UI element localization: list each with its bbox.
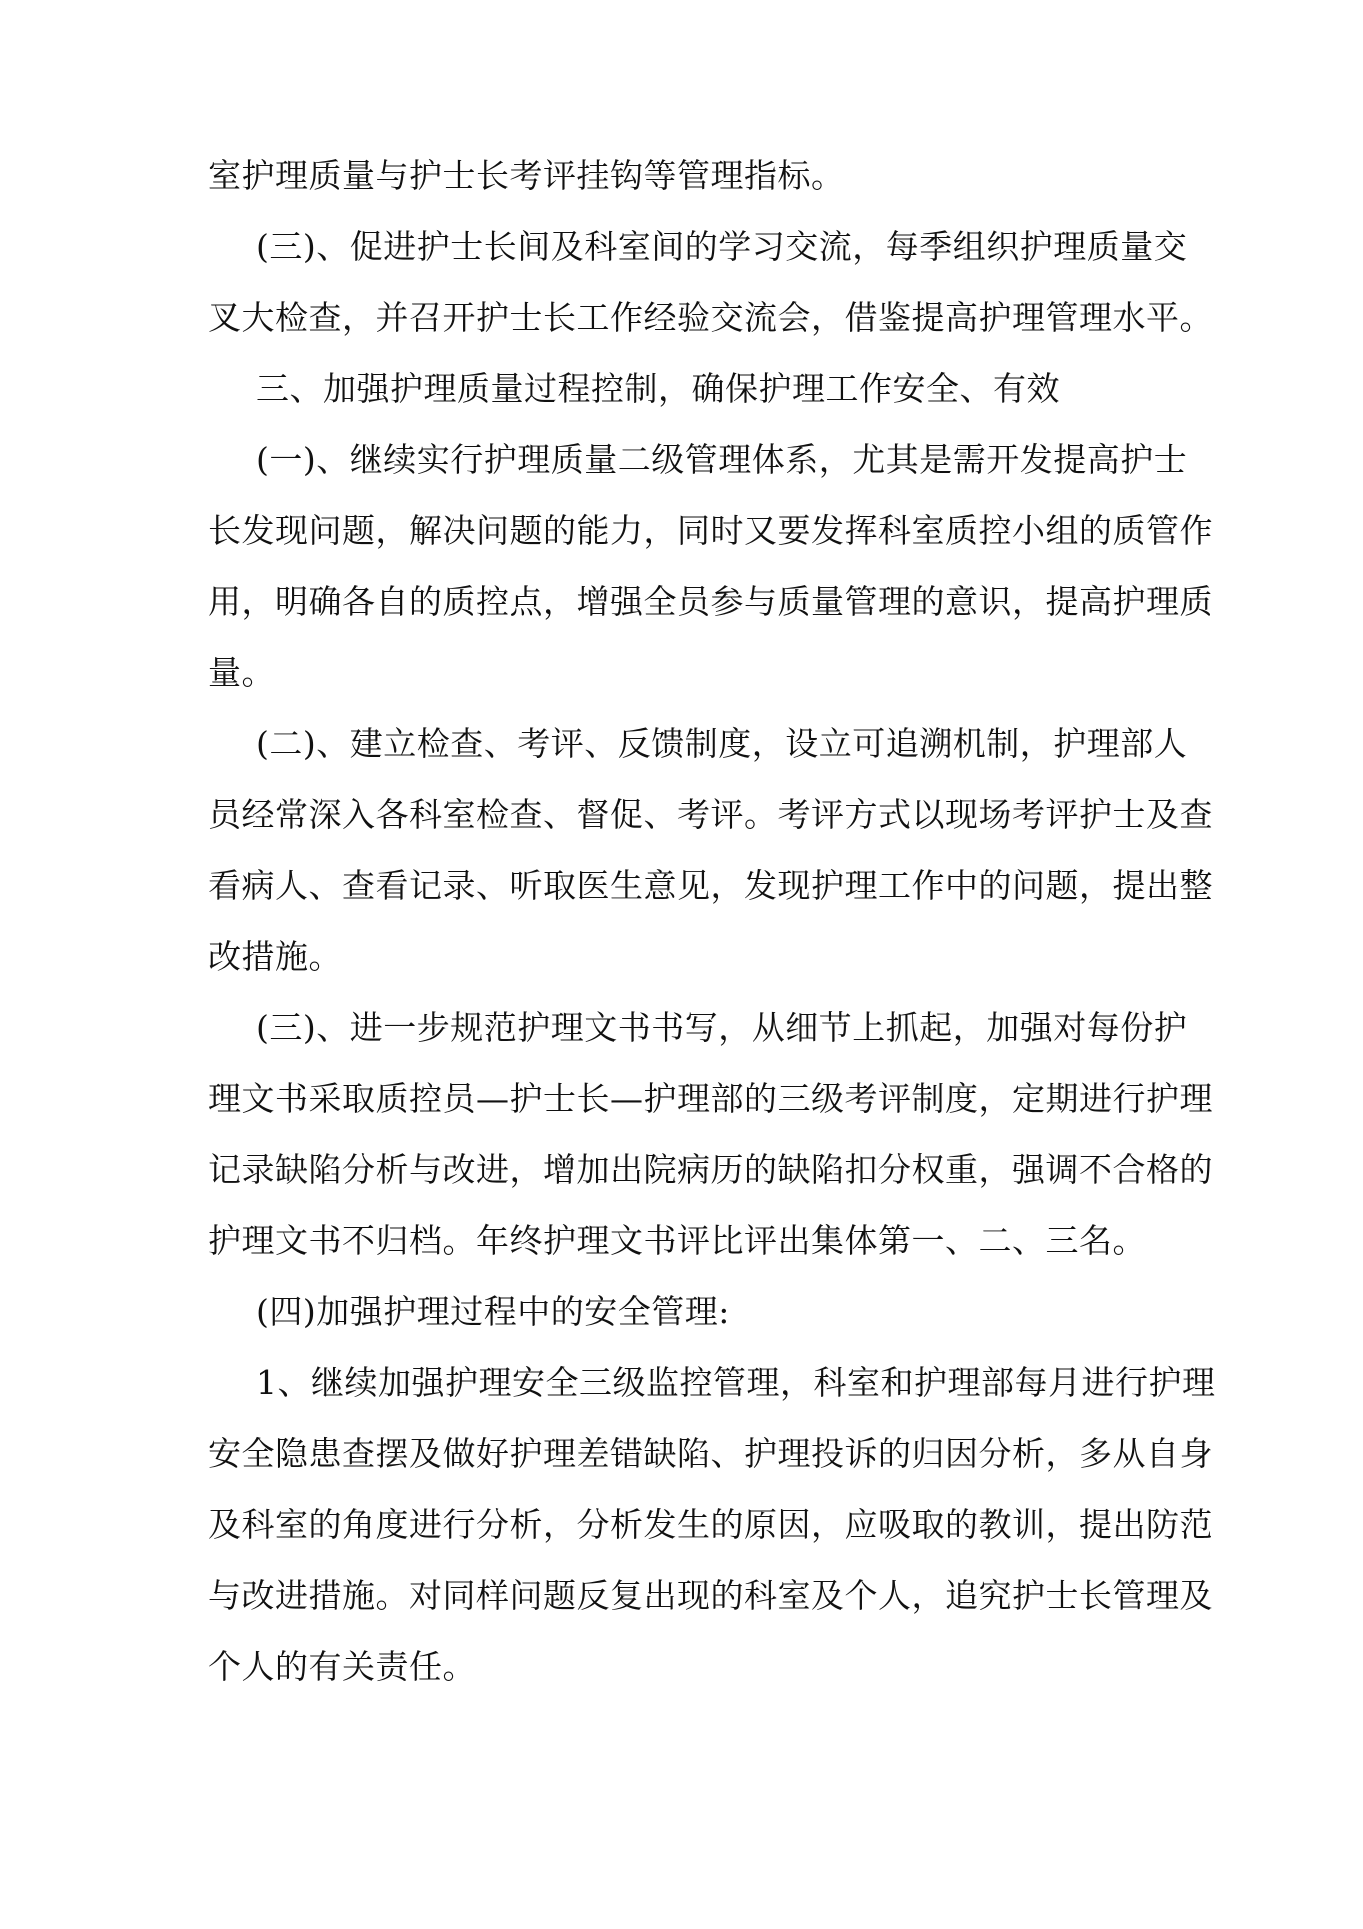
text-line: 员经常深入各科室检查、督促、考评。考评方式以现场考评护士及查 [208,795,1213,834]
text-line: 看病人、查看记录、听取医生意见，发现护理工作中的问题，提出整 [208,866,1213,905]
text-line: 与改进措施。对同样问题反复出现的科室及个人，追究护士长管理及 [208,1576,1213,1615]
document-body [208,140,1216,1702]
text-line: 改措施。 [208,937,342,976]
text-line: 安全隐患查摆及做好护理差错缺陷、护理投诉的归因分析，多从自身 [208,1434,1213,1473]
text-line: (三)、促进护士长间及科室间的学习交流，每季组织护理质量交 [256,227,1188,266]
text-line: 理文书采取质控员—护士长—护理部的三级考评制度，定期进行护理 [208,1079,1213,1118]
text-line: 1、继续加强护理安全三级监控管理，科室和护理部每月进行护理 [256,1363,1216,1402]
text-line: (二)、建立检查、考评、反馈制度，设立可追溯机制，护理部人 [256,724,1188,763]
text-line: 记录缺陷分析与改进，增加出院病历的缺陷扣分权重，强调不合格的 [208,1150,1213,1189]
text-line: 及科室的角度进行分析，分析发生的原因，应吸取的教训，提出防范 [208,1505,1213,1544]
text-line: 叉大检查，并召开护士长工作经验交流会，借鉴提高护理管理水平。 [208,298,1213,337]
text-line: 个人的有关责任。 [208,1647,476,1686]
text-line: 室护理质量与护士长考评挂钩等管理指标。 [208,156,845,195]
text-line: 长发现问题，解决问题的能力，同时又要发挥科室质控小组的质管作 [208,511,1213,550]
text-line: (三)、进一步规范护理文书书写，从细节上抓起，加强对每份护 [256,1008,1188,1047]
text-line: (四)加强护理过程中的安全管理: [256,1292,730,1331]
text-line: 三、加强护理质量过程控制，确保护理工作安全、有效 [256,369,1060,408]
text-line: 护理文书不归档。年终护理文书评比评出集体第一、二、三名。 [208,1221,1146,1260]
text-line: 用，明确各自的质控点，增强全员参与质量管理的意识，提高护理质 [208,582,1213,621]
text-line: 量。 [208,653,275,692]
text-line: (一)、继续实行护理质量二级管理体系，尤其是需开发提高护士 [256,440,1188,479]
